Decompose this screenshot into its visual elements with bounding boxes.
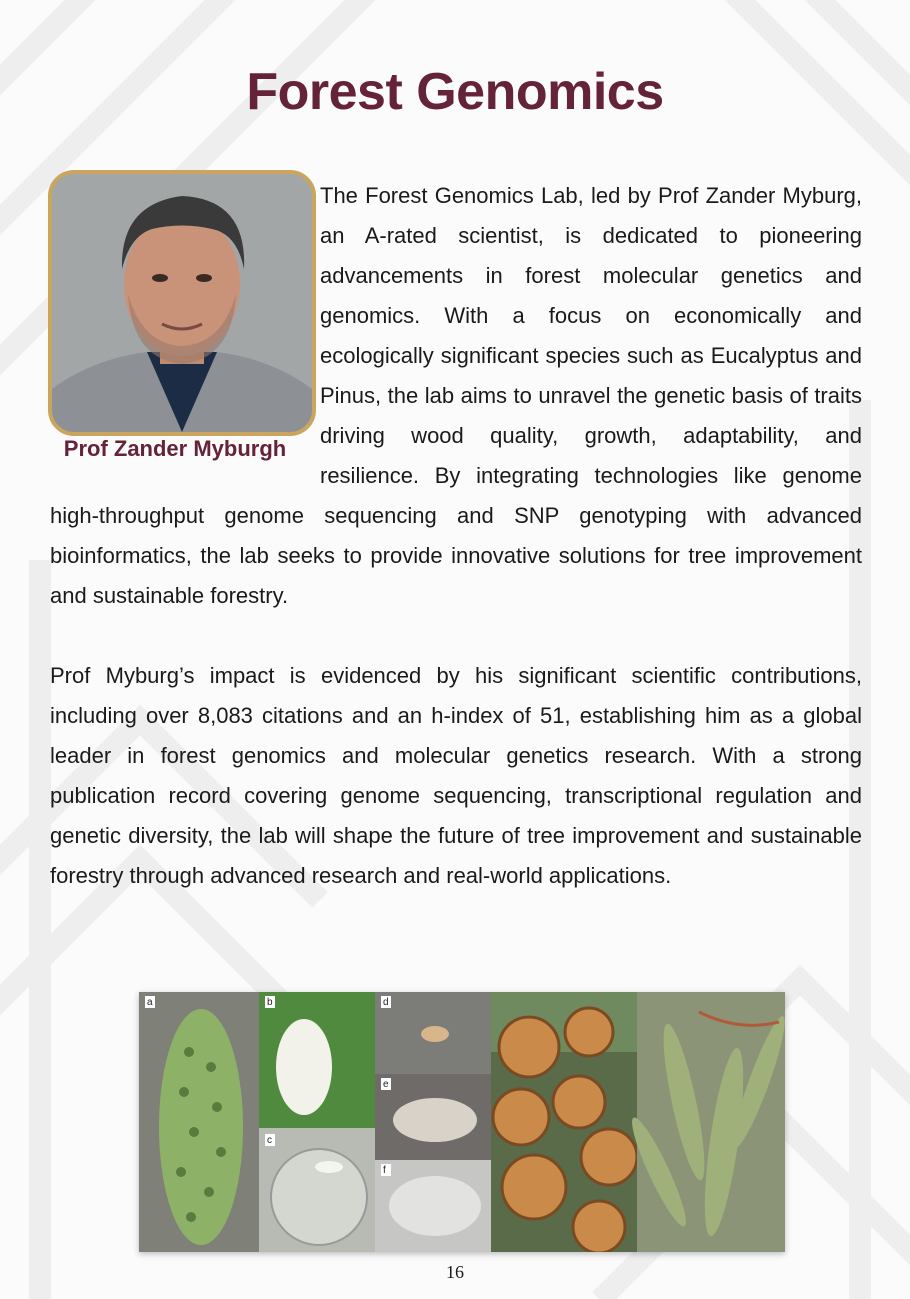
panel-label-c: c (267, 1135, 272, 1146)
petri-dish-image-c (259, 1128, 375, 1252)
panel-label-b: b (267, 997, 273, 1008)
eucalyptus-leaves-image (625, 992, 785, 1252)
page-title: Forest Genomics (246, 63, 664, 121)
panel-label-d: d (383, 997, 389, 1008)
seed-tissue-image-b (259, 992, 375, 1128)
paragraph-intro: The Forest Genomics Lab, led by Prof Zander Myburg, an A-rated scientist, is dedicated to pioneering advancements in forest molecular genetics and genomics. With a focus on economically and ecologically significant species such as Eucalyptus and Pinus, the lab aims to unravel the genetic basis of traits driving wood quality, growth, adaptability, and resilience. By integrating technologies like genome high-throughput genome sequencing and SNP genotyping with advanced bioinformatics, the lab seeks to provide innovative solutions for tree improvement and sustainable forestry. (50, 183, 862, 608)
panel-label-a: a (147, 997, 153, 1008)
panel-label-e: e (383, 1079, 389, 1090)
page-number: 16 (446, 1262, 464, 1282)
microscope-image-e (375, 1074, 491, 1160)
microscope-image-f (375, 1160, 491, 1252)
paragraph-impact: Prof Myburg’s impact is evidenced by his significant scientific contributions, including over 8,083 citations and an h-index of 51, establishing him as a global leader in forest genomics and molecular genetics research. With a strong publication record covering genome sequencing, transcriptional regulation and genetic diversity, the lab will shape the future of tree improvement and sustainable forestry through advanced research and real-world applications. (50, 663, 862, 888)
log-pile-image (491, 992, 637, 1252)
body-text (50, 176, 862, 896)
pine-cone-image (139, 992, 259, 1252)
panel-label-f: f (383, 1165, 386, 1176)
figure-panels (139, 992, 785, 1252)
portrait-caption: Prof Zander Myburgh (63, 436, 287, 461)
microscope-image-d (375, 992, 491, 1074)
